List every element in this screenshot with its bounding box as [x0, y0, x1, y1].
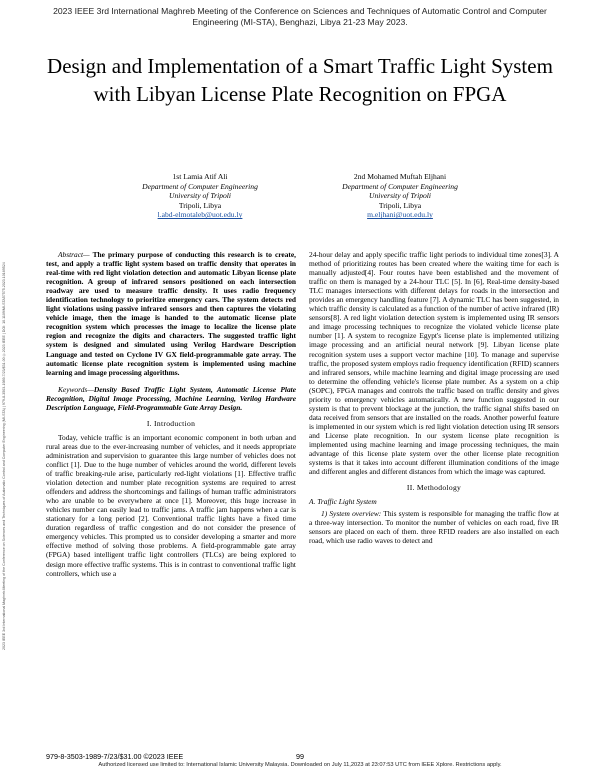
left-column: [46, 250, 296, 578]
keywords-label: Keywords—: [58, 384, 94, 394]
section-heading-methodology: II. Methodology: [406, 483, 462, 493]
system-overview-text: This system is responsible for managing the traffic flow at a three-way intersection. To monitor the number of vehicles on each road, five IR sensors are placed on each of them. three RFID readers are also installed on each road, which use radio waves to detect and: [309, 509, 559, 546]
intro-paragraph-2: 24-hour delay and apply specific traffic light periods to individual time zones[3]. A method of prioritizing routes has been created where the waiting time for each is manually adjusted[4]. Four routes have been established and the movement of traffic on them is managed by a 24-hour TLC [5]. In [6], Real-time density-based TLC manages intersections with different delays for roads in the intersection and provides an emergency handling feature [7]. A dynamic TLC has been suggested, in which traffic density is calculated as a function of the number of active infrared (IR) sensors[8]. A red light violation detection system is implemented using IR sensors and image processing techniques to recognize the violated vehicle license plate number [1]. A system to recognize Egypt's license plate is implemented utilizing image processing and an artificial neural network [9]. Libyan license plate recognition system uses a support vector machine [10]. To manage and supervise traffic, the proposed system employs radio frequency identification (RFID) scanners and infrared sensors, while machine learning and digital image processing are used to determine the offending vehicle's license plate number. As a system on a chip (SOPC), FPGA manages and controls the traffic based on traffic density and gives priority to emergency vehicles automatically. A new function suggested in our system is that to prevent blockage at the junction, the traffic signal shifts based on data received from sensors that are installed on the roads. Another powerful feature is implemented in our system which is red light violation detection using IR sensors and License plate recognition. In our system license plate recognition is implemented using machine learning and image processing techniques, the main advantage of this license plate system over the other license plate recognition systems is that it takes into account different illumination conditions of the image and different angles and different distances from which the image was captured.: [309, 250, 559, 477]
abstract-text: The primary purpose of conducting this research is to create, test, and apply a traffic light system based on traffic density that operates in real-time with red light violation detection and automatic Libyan license plate recognition. A group of infrared sensors positioned on each intersection roadway are used to measure traffic density. It uses radio frequency identification technology to prioritize emergency cars. The system detects red light violations using passive infrared sensors and then captures the violating vehicle image, then the image is handed to the automatic license plate recognition system which processes the image to localize the license plate region and recognize the digits and characters. The suggested traffic light system is designed and simulated using Verilog Hardware Description Language and tested on Cyclone IV GX field-programmable gate array. The automatic license plate recognition system is implemented using machine learning and image processing algorithms.: [46, 250, 296, 377]
paper-title: Design and Implementation of a Smart Traffic Light System with Libyan License Plate Recognition on FPGA: [47, 54, 553, 106]
author-email-link[interactable]: l.abd-elmotaleb@uot.edu.ly: [157, 210, 243, 220]
author-block-1: [105, 172, 295, 220]
abstract: [46, 250, 296, 377]
page-number: 99: [296, 752, 304, 761]
author-university: University of Tripoli: [168, 191, 232, 201]
author-name: 1st Lamia Atif Ali: [172, 172, 228, 181]
system-overview-label: 1) System overview:: [321, 509, 382, 519]
conference-header: 2023 IEEE 3rd International Maghreb Meeting of the Conference on Sciences and Techniques of Automatic Control and Computer Engineering (MI-STA), Benghazi, Libya 21-23 May 2023.: [53, 6, 547, 27]
system-overview-paragraph: [309, 509, 559, 545]
author-city: Tripoli, Libya: [378, 200, 422, 210]
abstract-label: Abstract—: [58, 250, 90, 259]
side-identifier: 2023 IEEE 3rd International Maghreb Meeting of the Conference on Sciences and Techniques of Automatic Control and Computer Engineering (MI-STA) | 979-8-3503-1989-7/23/$31.00 ©2023 IEEE | DOI: 10.1109/MI-STA57575.2023.10169524: [2, 262, 6, 650]
author-department: Department of Computer Engineering: [342, 181, 458, 191]
keywords: [46, 385, 296, 412]
author-name: 2nd Mohamed Muftah Eljhani: [353, 172, 447, 181]
author-department: Department of Computer Engineering: [142, 181, 258, 191]
keywords-text: Density Based Traffic Light System, Automatic License Plate Recognition, Digital Image Processing, Machine Learning, Verilog Hardware Description Language, Field-Programmable Gate Array Design.: [46, 384, 296, 412]
author-block-2: [305, 172, 495, 220]
author-email-link[interactable]: m.eljhani@uot.edu.ly: [367, 210, 433, 220]
right-column: [309, 250, 559, 545]
section-heading-introduction: I. Introduction: [146, 418, 196, 428]
author-university: University of Tripoli: [368, 191, 432, 201]
subsection-heading-traffic-light: A. Traffic Light System: [309, 497, 377, 507]
license-notice: Authorized licensed use limited to: International Islamic University Malaysia. Downloaded on July 11,2023 at 23:07:53 UTC from IEEE Xplore. Restrictions apply.: [98, 762, 502, 768]
footer-isbn: 979-8-3503-1989-7/23/$31.00 ©2023 IEEE: [46, 752, 184, 761]
author-city: Tripoli, Libya: [178, 200, 222, 210]
intro-paragraph-1: Today, vehicle traffic is an important economic component in both urban and rural areas due to the ever-increasing number of vehicles, and it needs appropriate administration and supervision to guarantee this large number of vehicles does not conflict [1]. Due to the huge number of vehicles around the world, different levels of traffic breaking-rule arise, particularly red-light violations [1]. Effective traffic violation detection and number plate recognition systems are required to arrest offenders and address the shortcomings and failings of human traffic administrators who are unable to be everywhere at once [1]. Moreover, this huge increase in vehicles number can easily lead to traffic jams. A traffic jam happens when a car is stationary for a long period [2]. Conventional traffic lights have a fixed time duration regardless of traffic congestion and do not consider the presence of emergency vehicles. This prompted us to consider developing a smarter and more effective method of solving those problems. A field-programmable gate array (FPGA) based intelligent traffic light controllers (TLCs) are being explored to design more effective traffic systems. This is in contrast to conventional traffic light controllers, which use a: [46, 432, 296, 578]
